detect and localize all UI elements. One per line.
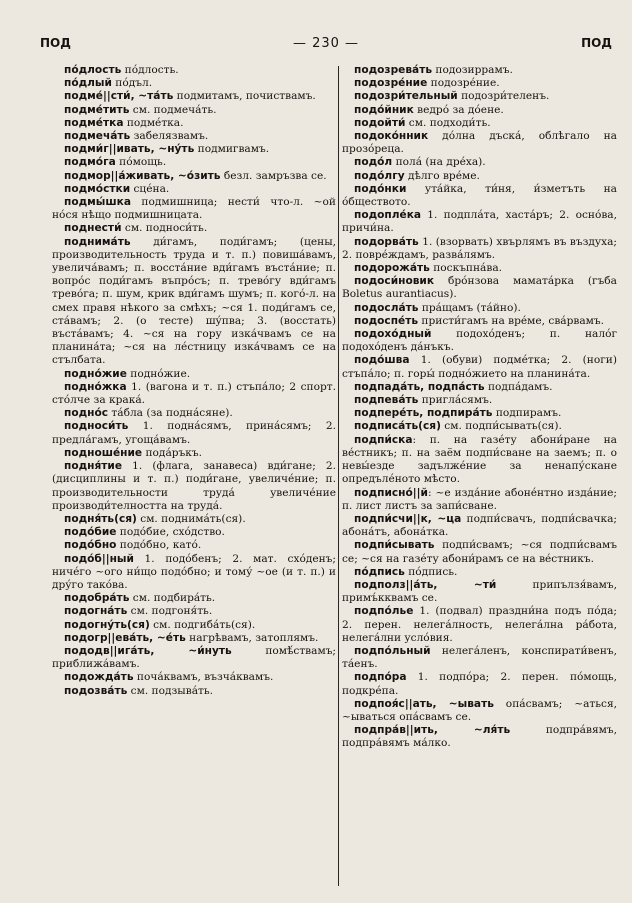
- entry-translation: по́мощь.: [115, 156, 167, 169]
- entry-translation: по́дпись.: [404, 565, 458, 578]
- entry-headword: подо́нки: [354, 182, 407, 195]
- entry-headword: подно́с: [64, 407, 109, 420]
- entry-translation: безл. замръзва се.: [220, 169, 327, 182]
- entry-translation: пра́щамъ (та́йно).: [418, 301, 521, 314]
- dictionary-entry: [52, 64, 336, 77]
- entry-headword: подпере́ть, подпира́ть: [354, 407, 493, 420]
- entry-translation: та́бла (за подна́сяне).: [108, 407, 233, 420]
- entry-translation: подме́тка.: [123, 116, 184, 129]
- entry-translation: ди́гамъ, поди́гамъ; (цены, производительность труда и т. п.) повиша́вамъ, увелича́вамъ; п. восста́ние вди́гамъ въста́ние; п. вопро́с поди́гамъ въпро́съ; п. трево́гу вди́гамъ трево́га; п. шум, крик вди́гамъ шумъ; п. кого́-л. на смех правя нѣкого за смѣхъ; ~ся 1. поди́гамъ се, ста́вамъ; 2. (о тесте) шу́пва; 3. (восстать) въста́вамъ; 4. ~ся на гору изка́чвамъ се на планина́та; ~ся на ле́стницу изка́чвамъ се на стълбата.: [52, 235, 336, 367]
- entry-translation: подо́бно, като́.: [116, 539, 202, 552]
- entry-headword: подно́жка: [64, 380, 127, 393]
- dictionary-entry: [342, 539, 617, 565]
- right-column: [342, 64, 617, 896]
- entry-headword: по́длость: [64, 64, 122, 76]
- entry-translation: см. подбира́ть.: [129, 592, 216, 605]
- entry-headword: подо́йник: [354, 103, 414, 116]
- entry-headword: подоси́новик: [354, 275, 435, 288]
- entry-headword: подме́тка: [64, 116, 124, 129]
- entry-translation: бро́нзова мамата́рка (гъба Boletus aurantiacus).: [342, 275, 617, 301]
- entry-translation: 1. (вагона и т. п.) стъпа́ло; 2 спорт. сто́лче за крака́.: [52, 380, 336, 407]
- dictionary-entry: [52, 156, 336, 169]
- entry-headword: подорва́ть: [354, 235, 419, 248]
- entry-headword: подно́жие: [64, 367, 127, 380]
- entry-translation: подмитамъ, почиствамъ.: [173, 90, 316, 103]
- entry-translation: 1. подпла́та, хаста́ръ; 2. осно́ва, причи́на.: [342, 209, 617, 235]
- entry-translation: пригла́сямъ.: [418, 394, 493, 407]
- dictionary-entry: [52, 592, 336, 605]
- dictionary-entry: [52, 605, 336, 618]
- entry-headword: подноси́ть: [64, 420, 129, 433]
- entry-headword: подпо́ра: [354, 671, 407, 684]
- dictionary-entry: [342, 117, 617, 130]
- entry-headword: подо́бно: [64, 539, 117, 552]
- entry-headword: подоко́нник: [354, 130, 429, 143]
- entry-translation: поскъпна́ва.: [429, 262, 503, 275]
- dictionary-entry: [52, 368, 336, 381]
- dictionary-entry: [342, 315, 617, 328]
- dictionary-entry: [52, 90, 336, 103]
- entry-headword: подмор||а́живать, ~о́зить: [64, 169, 221, 182]
- dictionary-entry: [342, 104, 617, 117]
- dictionary-entry: [342, 605, 617, 645]
- header-right-guideword: ПОД: [581, 36, 612, 50]
- entry-headword: подо́б||ный: [64, 552, 134, 565]
- entry-translation: припълзя́вамъ, примъ́кквамъ се.: [342, 578, 617, 605]
- dictionary-entry: [342, 566, 617, 579]
- entry-translation: подозре́ние.: [427, 77, 500, 90]
- dictionary-entry: [342, 579, 617, 605]
- dictionary-entry: [342, 275, 617, 301]
- entry-translation: подпа́дамъ.: [484, 380, 553, 393]
- dictionary-entry: [342, 487, 617, 513]
- dictionary-entry: [342, 645, 617, 671]
- dictionary-entry: [52, 645, 336, 671]
- entry-translation: по́дъл.: [111, 77, 153, 90]
- entry-translation: помѣ́ствамъ; приближа́вамъ.: [52, 644, 336, 671]
- entry-translation: опа́свамъ; ~аться, ~ываться опа́свамъ се.: [342, 697, 617, 723]
- entry-translation: см. подзыва́ть.: [127, 684, 214, 697]
- entry-headword: подмо́стки: [64, 182, 131, 195]
- entry-headword: подмеча́ть: [64, 130, 131, 143]
- entry-translation: 1. подо́бенъ; 2. мат. схо́денъ; ниче́го ~ого ни́що подо́бно; и тому́ ~ое (и т. п.) и дру́го тако́ва.: [52, 552, 336, 591]
- entry-headword: подпи́ска: [354, 433, 413, 446]
- entry-translation: подпи́свачъ, подпи́свачка; абона́тъ, абона́тка.: [342, 512, 617, 539]
- left-column: [52, 64, 336, 896]
- dictionary-entry: [342, 407, 617, 420]
- dictionary-entry: [342, 262, 617, 275]
- entry-translation: подозри́теленъ.: [457, 90, 550, 103]
- entry-headword: подня́ть(ся): [64, 512, 137, 525]
- entry-headword: пододв||ига́ть, ~и́нуть: [64, 644, 232, 657]
- dictionary-entry: [52, 420, 336, 446]
- entry-translation: 1. подпо́ра; 2. перен. по́мощь, подкре́па.: [342, 671, 617, 697]
- entry-headword: подогна́ть: [64, 605, 128, 618]
- dictionary-entry: [52, 460, 336, 513]
- entry-headword: подойти́: [354, 116, 406, 129]
- entry-translation: нагрѣвамъ, затоплямъ.: [185, 631, 319, 644]
- entry-headword: подогну́ть(ся): [64, 618, 150, 631]
- entry-headword: подписно́||й: [354, 486, 428, 499]
- entry-translation: см. подмеча́ть.: [129, 103, 217, 116]
- dictionary-entry: [52, 196, 336, 222]
- entry-headword: подмо́га: [64, 156, 116, 169]
- dictionary-entry: [52, 381, 336, 407]
- dictionary-entry: [52, 671, 336, 684]
- entry-translation: подмигвамъ.: [194, 143, 270, 156]
- entry-headword: подобра́ть: [64, 592, 130, 605]
- entry-headword: по́дпись: [354, 565, 405, 578]
- entry-translation: до́лна дъска́, облѣгало на прозо́реца.: [342, 130, 617, 156]
- entry-translation: 1. подна́сямъ, прина́сямъ; 2. предла́гамъ, угоща́вамъ.: [52, 420, 336, 446]
- entry-translation: 1. (подвал) праздни́на подъ по́да; 2. перен. нелега́лность, нелега́лна ра́бота, нелега́лни усло́вия.: [342, 605, 617, 644]
- dictionary-entry: [342, 420, 617, 433]
- entry-translation: см. поднима́ть(ся).: [136, 512, 246, 525]
- entry-headword: подозва́ть: [64, 684, 128, 697]
- dictionary-entry: [52, 117, 336, 130]
- entry-headword: подполз||а́ть, ~ти́: [354, 578, 497, 591]
- entry-headword: подохо́дный: [354, 328, 432, 341]
- entry-translation: : ~е изда́ние абоне́нтно изда́ние; п. лист листъ за запи́сване.: [342, 486, 617, 512]
- dictionary-entry: [342, 183, 617, 209]
- entry-headword: подпи́сывать: [354, 539, 435, 552]
- entry-headword: подозре́ние: [354, 77, 428, 90]
- page-header: [40, 36, 612, 54]
- dictionary-entry: [342, 90, 617, 103]
- entry-translation: см. подпи́сывать(ся).: [440, 420, 562, 433]
- entry-translation: см. подгиба́ть(ся).: [149, 618, 256, 631]
- entry-headword: подпева́ть: [354, 394, 419, 407]
- entry-translation: по́длость.: [121, 64, 179, 76]
- entry-headword: подпоя́с||ать, ~ывать: [354, 697, 494, 710]
- dictionary-entry: [52, 685, 336, 698]
- entry-headword: подоспе́ть: [354, 314, 419, 327]
- entry-translation: подохо́денъ; п. нало́г подохо́денъ да́нъкъ.: [342, 328, 617, 354]
- entry-translation: присти́гамъ на вре́ме, сва́рвамъ.: [418, 314, 605, 327]
- entry-headword: подпада́ть, подпа́сть: [354, 380, 485, 393]
- entry-translation: подпирамъ.: [492, 407, 562, 420]
- entry-headword: подпи́счи||к, ~ца: [354, 512, 462, 525]
- dictionary-entry: [52, 183, 336, 196]
- dictionary-entry: [342, 209, 617, 235]
- dictionary-entry: [342, 434, 617, 487]
- dictionary-entry: [342, 394, 617, 407]
- dictionary-entry: [52, 447, 336, 460]
- entry-headword: подпо́льный: [354, 644, 431, 657]
- entry-headword: поднести́: [64, 222, 122, 235]
- entry-translation: ута́йка, ти́ня, и́зметъть на о́бществото.: [342, 182, 617, 209]
- entry-translation: 1. (взорвать) хвърлямъ въ въздуха; 2. повре́ждамъ, разва́лямъ.: [342, 235, 617, 261]
- entry-headword: подня́тие: [64, 460, 123, 473]
- entry-headword: подосла́ть: [354, 301, 419, 314]
- dictionary-entry: [52, 513, 336, 526]
- entry-translation: пода́ръкъ.: [142, 446, 203, 459]
- dictionary-entry: [342, 170, 617, 183]
- entry-translation: подпи́свамъ; ~ся подпи́свамъ се; ~ся на газе́ту абони́рамъ се на ве́стникъ.: [342, 539, 617, 565]
- entry-headword: подпра́в||ить, ~ля́ть: [354, 724, 511, 737]
- dictionary-entry: [52, 222, 336, 235]
- dictionary-entry: [342, 328, 617, 354]
- dictionary-entry: [52, 170, 336, 183]
- entry-headword: поднима́ть: [64, 235, 131, 248]
- entry-translation: ведро́ за до́ене.: [413, 103, 504, 116]
- dictionary-entry: [342, 354, 617, 380]
- entry-translation: пола́ (на дре́ха).: [392, 156, 486, 169]
- dictionary-entry: [342, 236, 617, 262]
- dictionary-entry: [52, 236, 336, 368]
- dictionary-entry: [342, 724, 617, 750]
- entry-headword: подме́||сти́, ~та́ть: [64, 90, 174, 103]
- header-left-guideword: ПОД: [40, 36, 71, 50]
- dictionary-entry: [52, 407, 336, 420]
- dictionary-entry: [52, 77, 336, 90]
- entry-headword: подопле́ка: [354, 209, 422, 222]
- dictionary-entry: [52, 526, 336, 539]
- dictionary-entry: [52, 619, 336, 632]
- dictionary-entry: [342, 77, 617, 90]
- entry-translation: см. подноси́ть.: [121, 222, 208, 235]
- dictionary-entry: [52, 553, 336, 593]
- dictionary-entry: [342, 671, 617, 697]
- dictionary-entry: [342, 64, 617, 77]
- dictionary-entry: [342, 513, 617, 539]
- entry-headword: подо́шва: [354, 354, 410, 367]
- entry-translation: нелега́ленъ, конспирати́венъ, та́енъ.: [342, 644, 617, 671]
- dictionary-entry: [342, 156, 617, 169]
- entry-translation: : п. на газе́ту абони́ране на ве́стникъ; п. на заём подпи́сване на заемъ; п. о невы́езде задълже́ние за ненапу́скане опредъле́ното мѣсто.: [342, 433, 617, 486]
- entry-headword: подозрева́ть: [354, 64, 433, 76]
- dictionary-entry: [342, 698, 617, 724]
- page-number: — 230 —: [292, 36, 360, 51]
- entry-translation: подмишница; нести́ что-л. ~ой но́ся нѣщо подмишницата.: [52, 196, 336, 222]
- entry-headword: подо́лгу: [354, 169, 405, 182]
- entry-translation: см. подходи́ть.: [405, 116, 491, 129]
- entry-translation: 1. (обуви) подме́тка; 2. (ноги) стъпа́ло; п. горы́ подно́жието на планина́та.: [342, 354, 617, 380]
- dictionary-entry: [342, 302, 617, 315]
- entry-headword: подми́г||ивать, ~ну́ть: [64, 143, 195, 156]
- entry-headword: подогр||ева́ть, ~е́ть: [64, 631, 186, 644]
- entry-headword: подноше́ние: [64, 446, 143, 459]
- entry-headword: подписа́ть(ся): [354, 420, 441, 433]
- entry-headword: подо́л: [354, 156, 393, 169]
- entry-translation: дѣлго вре́ме.: [404, 169, 480, 182]
- entry-translation: подпра́вямъ, подпра́вямъ ма́лко.: [342, 724, 617, 750]
- entry-headword: подозри́тельный: [354, 90, 458, 103]
- entry-headword: по́длый: [64, 77, 112, 90]
- dictionary-entry: [52, 130, 336, 143]
- dictionary-entry: [342, 381, 617, 394]
- entry-translation: сце́на.: [130, 182, 170, 195]
- entry-translation: забелязвамъ.: [130, 130, 209, 143]
- dictionary-entry: [52, 143, 336, 156]
- entry-headword: подорожа́ть: [354, 262, 430, 275]
- dictionary-entry: [52, 539, 336, 552]
- entry-headword: подме́тить: [64, 103, 130, 116]
- entry-translation: см. подгоня́ть.: [127, 605, 213, 618]
- dictionary-entry: [52, 632, 336, 645]
- entry-headword: подожда́ть: [64, 671, 134, 684]
- dictionary-entry: [52, 104, 336, 117]
- entry-translation: поча́квамъ, възча́квамъ.: [133, 671, 274, 684]
- column-divider: [338, 66, 339, 886]
- entry-translation: подо́бие, схо́дство.: [116, 526, 225, 539]
- entry-translation: 1. (флага, занавеса) вди́гане; 2. (дисциплины и т. п.) поди́гане, увеличе́ние; п. производительности труда́ увеличе́ние производи́телността на труда́.: [52, 460, 336, 512]
- entry-headword: подмы́шка: [64, 196, 131, 209]
- entry-headword: подо́бие: [64, 526, 117, 539]
- dictionary-entry: [342, 130, 617, 156]
- entry-translation: подозиррамъ.: [432, 64, 513, 76]
- entry-headword: подпо́лье: [354, 605, 414, 618]
- entry-translation: подно́жие.: [126, 367, 191, 380]
